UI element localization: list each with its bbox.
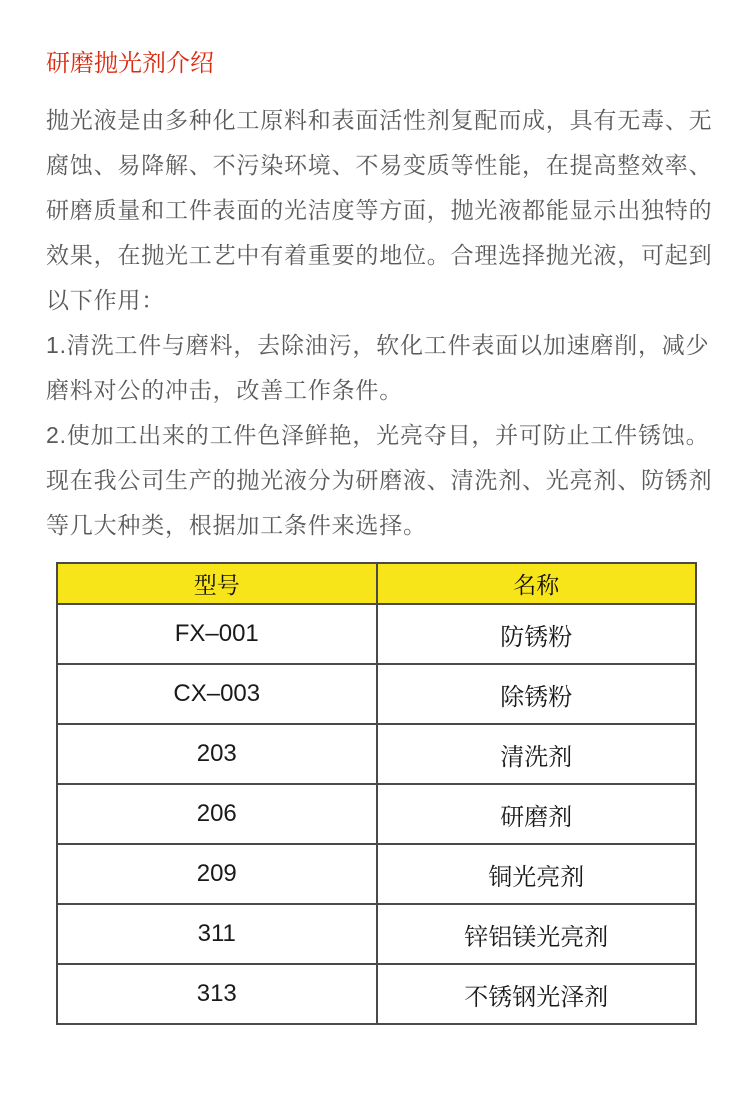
table-row bbox=[57, 784, 696, 844]
body-text-line: 1.清洗工件与磨料，去除油污，软化工件表面以加速磨削，减少 bbox=[46, 332, 710, 358]
name-cell: 锌铝镁光亮剂 bbox=[377, 904, 697, 964]
product-model-table bbox=[56, 562, 697, 1025]
table-header-model: 型号 bbox=[57, 563, 377, 604]
table-row bbox=[57, 664, 696, 724]
model-cell: 311 bbox=[57, 904, 377, 964]
name-cell: 清洗剂 bbox=[377, 724, 697, 784]
page-title: 研磨抛光剂介绍 bbox=[46, 50, 214, 77]
body-text-line: 等几大种类，根据加工条件来选择。 bbox=[46, 512, 427, 538]
name-cell: 铜光亮剂 bbox=[377, 844, 697, 904]
name-cell: 研磨剂 bbox=[377, 784, 697, 844]
name-cell: 不锈钢光泽剂 bbox=[377, 964, 697, 1024]
table-row bbox=[57, 604, 696, 664]
table-header-name: 名称 bbox=[377, 563, 697, 604]
body-text-line: 腐蚀、易降解、不污染环境、不易变质等性能，在提高整效率、 bbox=[46, 152, 713, 178]
intro-paragraphs bbox=[46, 98, 713, 548]
body-text-line: 现在我公司生产的抛光液分为研磨液、清洗剂、光亮剂、防锈剂 bbox=[46, 467, 713, 493]
model-cell: FX–001 bbox=[57, 604, 377, 664]
table-row bbox=[57, 964, 696, 1024]
table-row bbox=[57, 904, 696, 964]
table-header-row bbox=[57, 563, 696, 604]
name-cell: 除锈粉 bbox=[377, 664, 697, 724]
model-cell: CX–003 bbox=[57, 664, 377, 724]
body-text-line: 磨料对公的冲击，改善工作条件。 bbox=[46, 377, 403, 403]
name-cell: 防锈粉 bbox=[377, 604, 697, 664]
body-text-line: 研磨质量和工件表面的光洁度等方面，抛光液都能显示出独特的 bbox=[46, 197, 713, 223]
model-cell: 209 bbox=[57, 844, 377, 904]
table-row bbox=[57, 724, 696, 784]
body-text-line: 以下作用： bbox=[46, 287, 165, 313]
table-row bbox=[57, 844, 696, 904]
body-text-line: 2.使加工出来的工件色泽鲜艳，光亮夺目，并可防止工件锈蚀。 bbox=[46, 422, 710, 448]
model-cell: 203 bbox=[57, 724, 377, 784]
body-text-line: 抛光液是由多种化工原料和表面活性剂复配而成，具有无毒、无 bbox=[46, 107, 713, 133]
model-cell: 313 bbox=[57, 964, 377, 1024]
body-text-line: 效果，在抛光工艺中有着重要的地位。合理选择抛光液，可起到 bbox=[46, 242, 713, 268]
model-cell: 206 bbox=[57, 784, 377, 844]
